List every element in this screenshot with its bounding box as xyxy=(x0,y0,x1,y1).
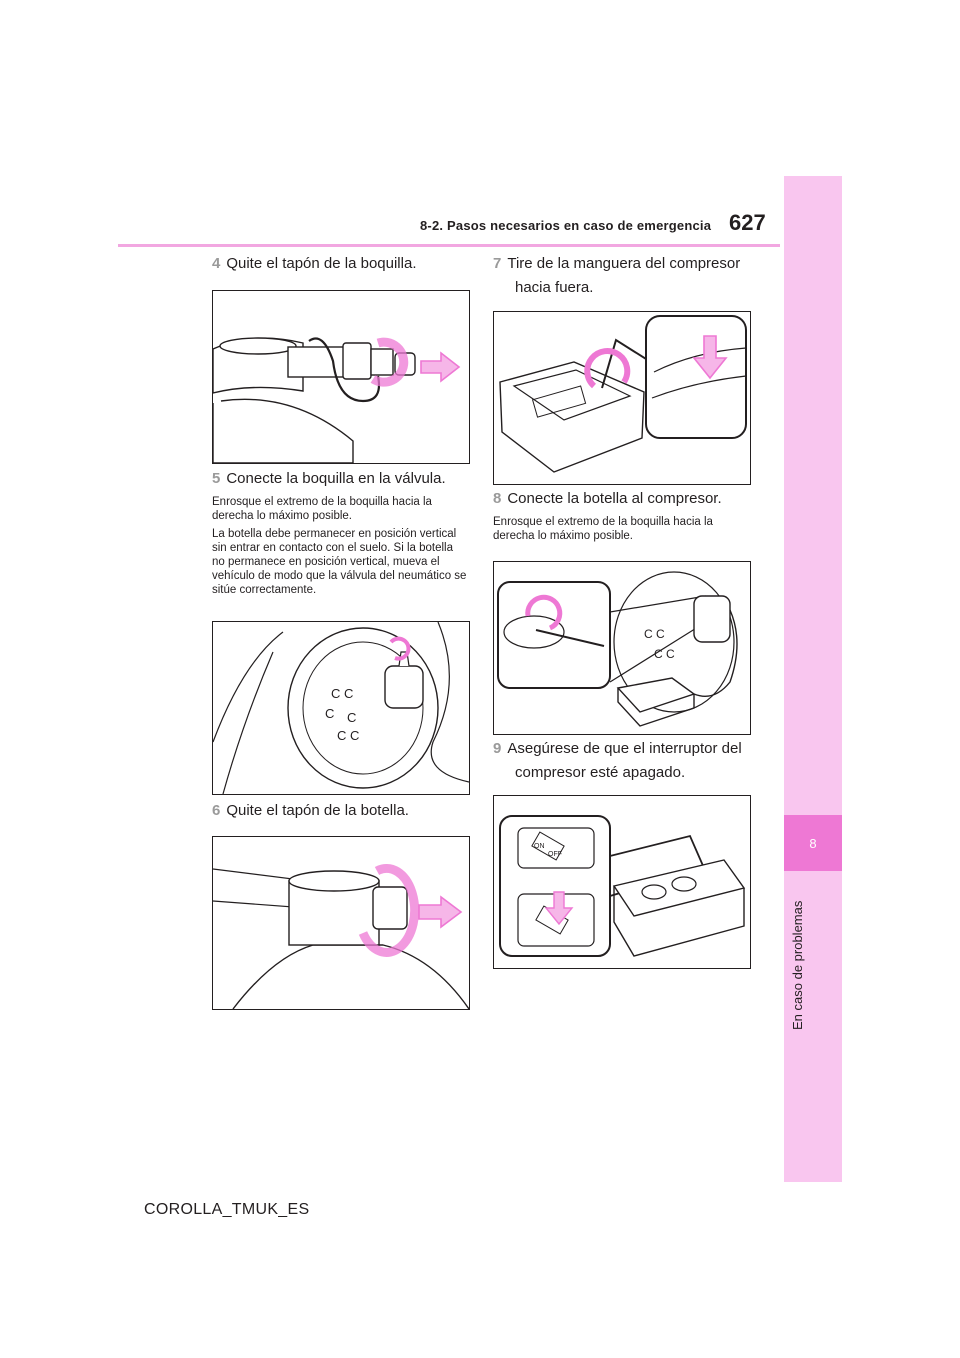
step-text: Conecte la boquilla en la válvula. xyxy=(226,470,446,487)
step-9 xyxy=(493,737,742,785)
svg-text:C C: C C xyxy=(654,647,675,661)
step-text: Conecte la botella al compresor. xyxy=(507,490,722,507)
svg-text:C: C xyxy=(347,710,357,725)
figure-pull-out-hose xyxy=(493,311,751,485)
step-4 xyxy=(212,252,416,276)
section-title: 8-2. Pasos necesarios en caso de emergencia xyxy=(420,218,712,233)
step-number: 9 xyxy=(493,740,502,757)
step-number: 7 xyxy=(493,255,502,272)
chapter-side-tab xyxy=(784,176,842,1182)
step-text-continued: compresor esté apagado. xyxy=(515,764,686,781)
bottle-cap-illustration xyxy=(213,837,469,1009)
wheel-nozzle-illustration xyxy=(213,622,469,794)
figure-remove-bottle-cap xyxy=(212,836,470,1010)
step-number: 8 xyxy=(493,490,502,507)
figure-compressor-switch-off xyxy=(493,795,751,969)
bottle-compressor-illustration xyxy=(494,562,750,734)
step-8-notes xyxy=(493,515,749,547)
switch-on-label: ON xyxy=(534,843,545,850)
nozzle-cap-illustration xyxy=(213,291,469,463)
step-text: Quite el tapón de la boquilla. xyxy=(226,255,417,272)
step-8 xyxy=(493,487,722,511)
svg-text:C: C xyxy=(325,706,335,721)
chapter-number: 8 xyxy=(809,835,817,851)
step-text-continued: hacia fuera. xyxy=(515,279,594,296)
step-5 xyxy=(212,467,446,491)
step-7 xyxy=(493,252,740,300)
switch-off-label: OFF xyxy=(548,851,562,858)
step-number: 6 xyxy=(212,802,221,819)
step-6 xyxy=(212,799,409,823)
figure-bottle-to-compressor xyxy=(493,561,751,735)
figure-nozzle-valve xyxy=(212,621,470,795)
figure-remove-nozzle-cap xyxy=(212,290,470,464)
step-number: 4 xyxy=(212,255,221,272)
step-text: Tire de la manguera del compresor xyxy=(507,255,741,272)
compressor-switch-illustration xyxy=(494,796,750,968)
chapter-label: En caso de problemas xyxy=(790,900,805,1030)
document-code: COROLLA_TMUK_ES xyxy=(144,1201,310,1218)
note-paragraph: Enrosque el extremo de la boquilla hacia la derecha lo máximo posible. xyxy=(212,496,432,522)
step-5-notes xyxy=(212,495,468,601)
step-text: Quite el tapón de la botella. xyxy=(226,802,409,819)
page-number: 627 xyxy=(729,210,766,235)
compressor-hose-illustration xyxy=(494,312,750,484)
chapter-number-box[interactable] xyxy=(784,815,842,871)
note-paragraph: La botella debe permanecer en posición vertical sin entrar en contacto con el suelo. Si la botella no permanece en posición vertical, mueva el vehículo de modo que la válvula del neumático se sitúe correctamente. xyxy=(212,528,467,596)
svg-text:C C: C C xyxy=(644,627,665,641)
step-text: Asegúrese de que el interruptor del xyxy=(507,740,742,757)
step-number: 5 xyxy=(212,470,221,487)
svg-text:C C: C C xyxy=(337,728,360,743)
svg-text:C C: C C xyxy=(331,686,354,701)
note-paragraph: Enrosque el extremo de la boquilla hacia la derecha lo máximo posible. xyxy=(493,516,713,542)
header-divider xyxy=(118,244,780,247)
